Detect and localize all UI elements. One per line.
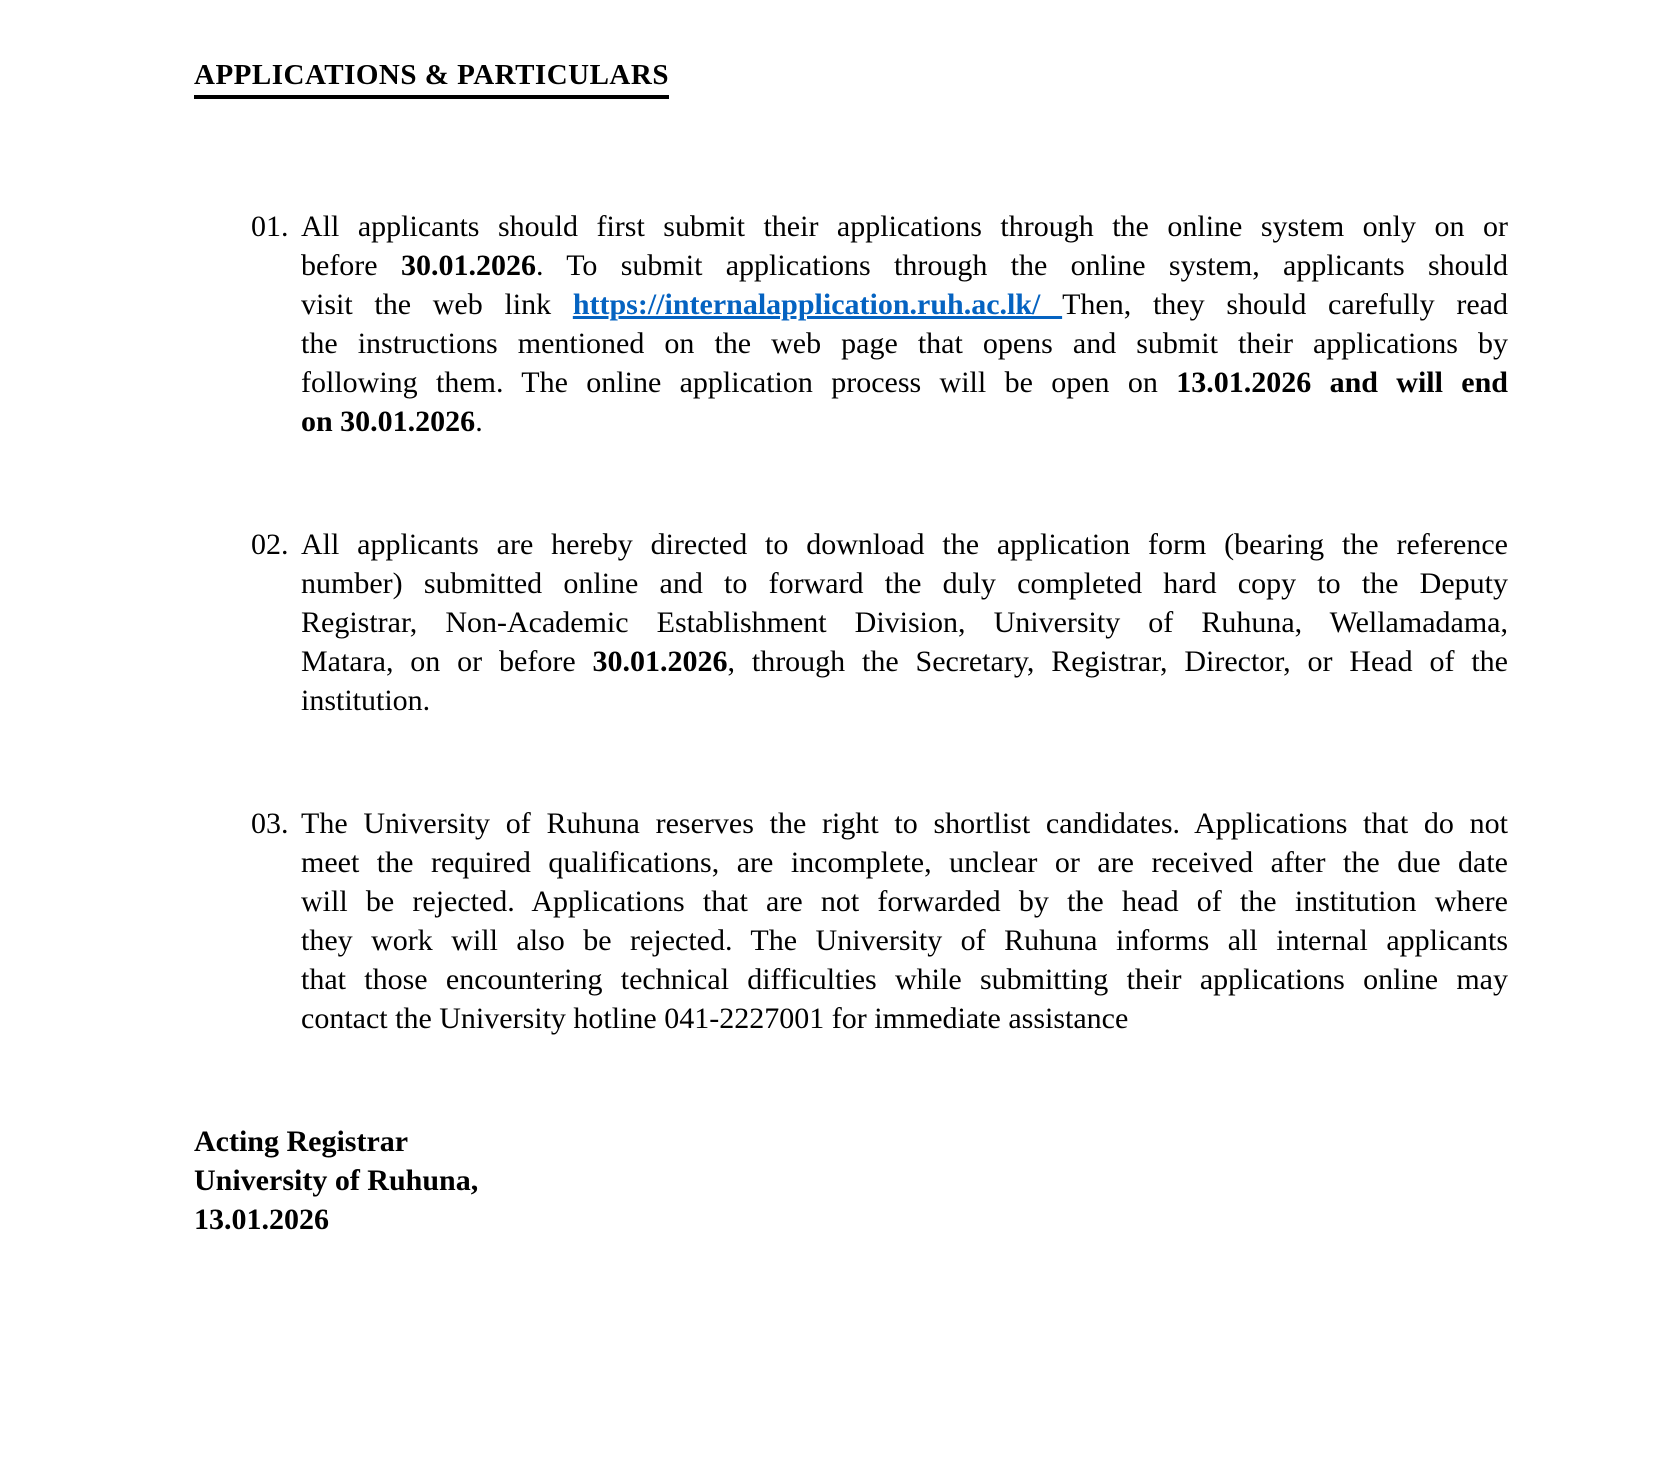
- paragraph-last-line: [301, 999, 1128, 1038]
- text-run: they work will also be rejected. The University of Ruhuna informs all internal applicants: [301, 924, 1508, 957]
- text-run: visit the web link: [301, 288, 573, 321]
- text-run: Matara, on or before: [301, 645, 593, 678]
- paragraph-last-line: [301, 681, 430, 720]
- application-url-link[interactable]: https://internalapplication.ruh.ac.lk/: [572, 288, 1063, 321]
- paragraph-text: [301, 804, 1508, 1038]
- signature-block: [194, 1122, 1654, 1239]
- text-run: before: [301, 249, 401, 282]
- bold-run: 13.01.2026 and will end: [1176, 366, 1508, 399]
- page-title: APPLICATIONS & PARTICULARS: [194, 57, 669, 99]
- bold-run: on 30.01.2026: [301, 405, 476, 438]
- signature-institution: University of Ruhuna,: [194, 1164, 479, 1197]
- list-number: 03.: [251, 807, 289, 840]
- numbered-paragraph-02: [194, 525, 1508, 720]
- paragraph-text: [301, 525, 1508, 720]
- numbered-paragraph-01: [194, 207, 1508, 441]
- text-run: .: [475, 405, 483, 438]
- list-number: 01.: [251, 210, 289, 243]
- text-run: the instructions mentioned on the web page that opens and submit their applications by: [301, 327, 1508, 360]
- numbered-paragraph-03: [194, 804, 1508, 1038]
- text-run: , through the Secretary, Registrar, Director, or Head of the: [727, 645, 1508, 678]
- text-run: institution.: [301, 684, 431, 717]
- bold-run: 30.01.2026: [592, 645, 728, 678]
- text-run: following them. The online application process will be open on: [301, 366, 1177, 399]
- text-run: meet the required qualifications, are incomplete, unclear or are received after the due date: [301, 846, 1508, 879]
- text-run: will be rejected. Applications that are not forwarded by the head of the institution where: [301, 885, 1508, 918]
- text-run: All applicants should first submit their applications through the online system only on or: [301, 210, 1508, 243]
- paragraph-text: [301, 207, 1508, 441]
- text-run: that those encountering technical difficulties while submitting their applications online may: [301, 963, 1508, 996]
- text-run: Then, they should carefully read: [1062, 288, 1508, 321]
- text-run: number) submitted online and to forward the duly completed hard copy to the Deputy: [301, 567, 1508, 600]
- paragraph-list: [194, 207, 1654, 1038]
- text-run: contact the University hotline 041-2227001 for immediate assistance: [301, 1002, 1129, 1035]
- paragraph-last-line: [301, 402, 483, 441]
- text-run: All applicants are hereby directed to download the application form (bearing the reference: [301, 528, 1508, 561]
- signature-role: Acting Registrar: [194, 1125, 409, 1158]
- text-run: The University of Ruhuna reserves the right to shortlist candidates. Applications that do not: [301, 807, 1508, 840]
- text-run: . To submit applications through the online system, applicants should: [535, 249, 1508, 282]
- bold-run: 30.01.2026: [400, 249, 536, 282]
- list-number: 02.: [251, 528, 289, 561]
- signature-date: 13.01.2026: [194, 1203, 329, 1236]
- text-run: Registrar, Non-Academic Establishment Division, University of Ruhuna, Wellamadama,: [301, 606, 1508, 639]
